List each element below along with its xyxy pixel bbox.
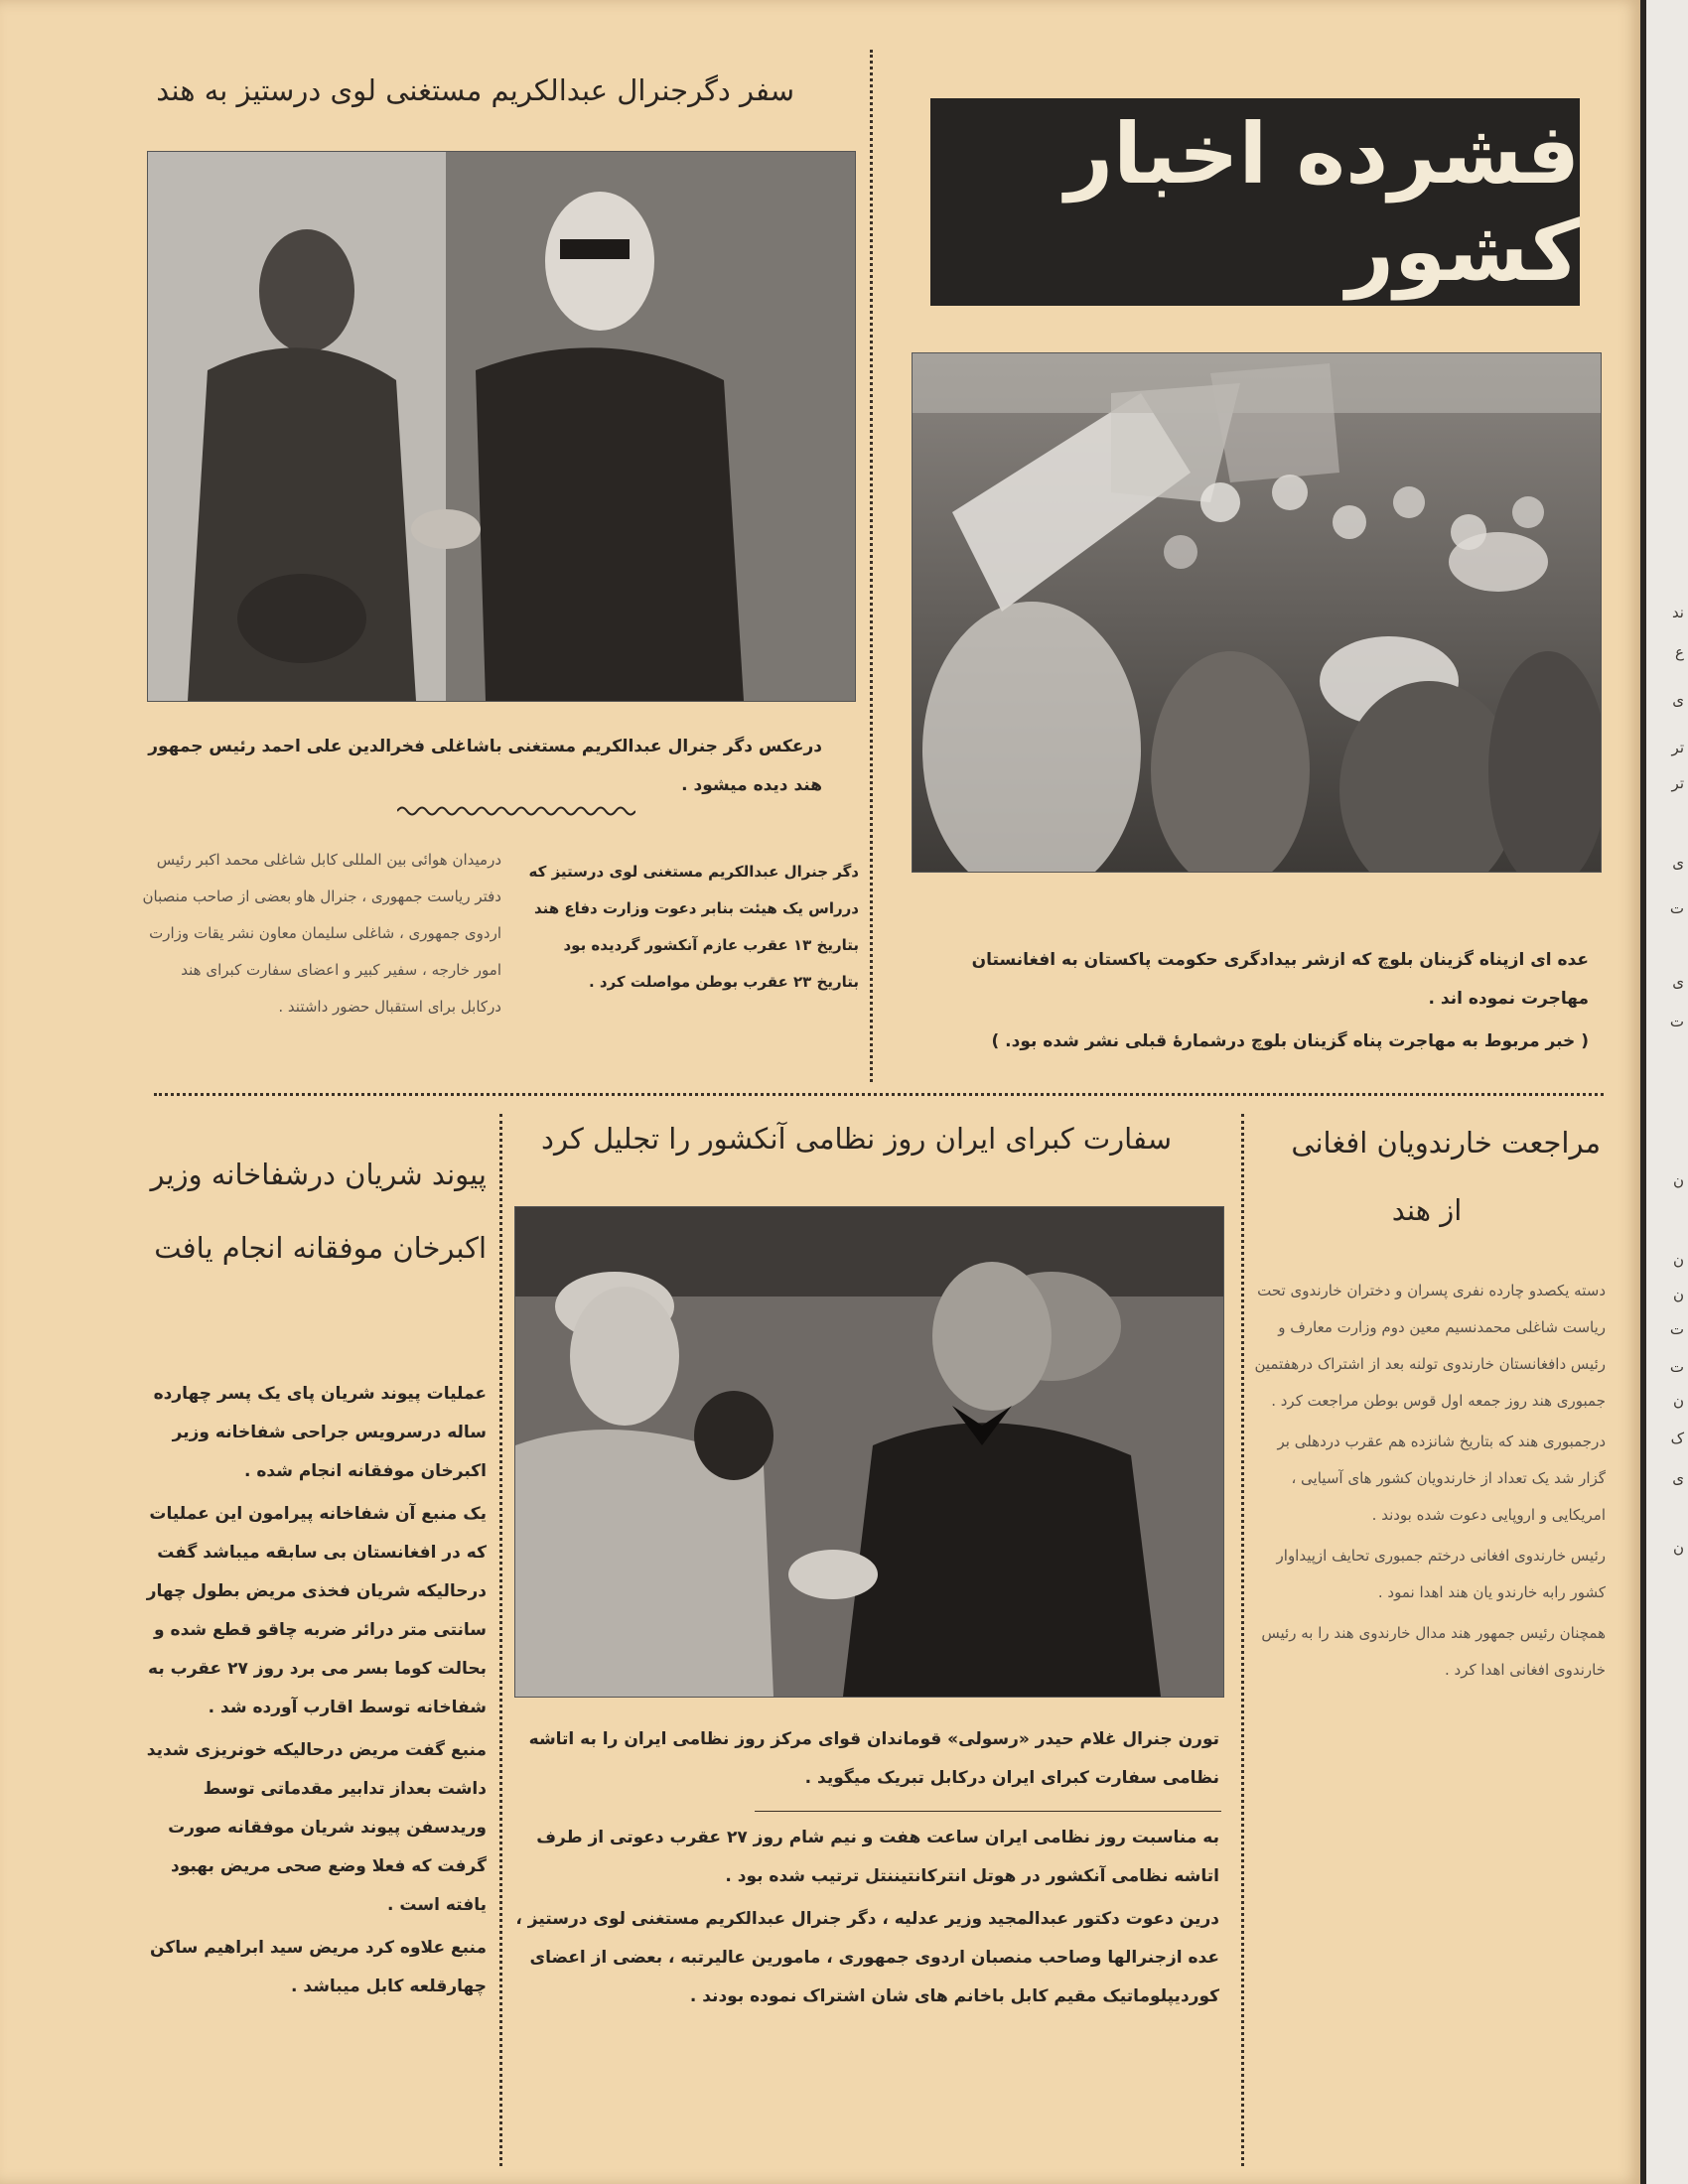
- section-divider: [154, 1093, 1604, 1096]
- refugees-photo: [912, 352, 1602, 873]
- margin-fragment: ن: [1672, 1251, 1684, 1269]
- margin-fragment: ن: [1672, 1392, 1684, 1410]
- visit-photo-caption: درعکس دگر جنرال عبدالکریم مستغنی باشاغلی فخرالدین علی احمد رئیس جمهور هند دیده میشود .: [148, 737, 822, 795]
- margin-fragment: ی: [1672, 1469, 1684, 1487]
- visit-column-left: درمیدان هوائی بین المللی کابل شاغلی محمد اکبر رئیس دفتر ریاست جمهوری ، جنرال هاو بعضی از صاحب منصبان اردوی جمهوری ، شاغلی سلیمان معاون نشر یقات وزارت امور خارجه ، سفیر کبیر و اعضای سفارت کبرای هند درکابل برای استقبال حضور داشتند .: [142, 851, 501, 1016]
- refugees-caption-note: ( خبر مربوط به مهاجرت پناه گزینان بلوچ درشمارهٔ قبلی نشر شده بود. ): [991, 1031, 1589, 1051]
- margin-fragment: ی: [1672, 973, 1684, 991]
- margin-fragment: ت: [1669, 899, 1684, 917]
- margin-fragment: تر: [1671, 774, 1684, 792]
- margin-fragment: ند: [1671, 604, 1684, 621]
- ornament-divider: [397, 804, 635, 818]
- section-banner: [930, 98, 1580, 306]
- scouts-paragraph-4: همچنان رئیس جمهور هند مدال خارندوی هند را به رئیس خارندوی افغانی اهدا کرد .: [1261, 1624, 1606, 1679]
- margin-fragment: ت: [1669, 1358, 1684, 1376]
- margin-fragment: ک: [1670, 1430, 1684, 1447]
- margin-fragment: ت: [1669, 1320, 1684, 1338]
- margin-fragment: ن: [1672, 1539, 1684, 1557]
- margin-fragment: ن: [1672, 1171, 1684, 1189]
- visit-headline: سفر دگرجنرال عبدالکریم مستغنی لوی درستیز به هند: [156, 73, 794, 107]
- embassy-paragraph-2: درین دعوت دکتور عبدالمجید وزیر عدلیه ، دگر جنرال عبدالکریم مستغنی لوی درستیز ، عده ازجنرالها وصاحب منصبان اردوی جمهوری ، مامورین عالیرتبه ، بعضی از اعضای کوردیپلوماتیک مقیم کابل باخانم های شان اشتراک نموده بودند .: [515, 1909, 1219, 2006]
- surgery-headline-2: اکبرخان موفقانه انجام یافت: [154, 1231, 487, 1265]
- embassy-headline: سفارت کبرای ایران روز نظامی آنکشور را تجلیل کرد: [541, 1122, 1172, 1156]
- margin-fragment: تر: [1671, 739, 1684, 756]
- surgery-paragraph-2: یک منبع آن شفاخانه پیرامون این عملیات که در افغانستان بی سابقه میباشد گفت درحالیکه شریان فخذی مریض بطول چهار سانتی متر درائر ضربه چاقو قطع شده و بحالت کوما بسر می برد روز ۲۷ عقرب به شفاخانه توسط اقارب آورده شد .: [146, 1504, 487, 1717]
- top-column-divider: [870, 50, 873, 1082]
- surgery-paragraph-4: منبع علاوه کرد مریض سید ابراهیم ساکن چهارقلعه کابل میباشد .: [150, 1938, 487, 1996]
- surgery-body: [144, 1375, 487, 2010]
- scouts-paragraph-1: دسته یکصدو چارده نفری پسران و دختران خارندوی تحت ریاست شاغلی محمدنسیم معین دوم وزارت معارف و رئیس دافغانستان خارندوی تولنه بعد از اشتراک درهفتمین جمبوری هند روز جمعه اول قوس بوطن مراجعت کرد .: [1254, 1282, 1606, 1410]
- adjacent-page-edge: [1640, 0, 1688, 2184]
- embassy-body: [514, 1819, 1219, 2020]
- margin-fragment: ت: [1669, 1013, 1684, 1030]
- embassy-caption-rule: [755, 1811, 1221, 1812]
- refugees-caption-bold: عده ای ازپناه گزینان بلوچ که ازشر بیدادگری حکومت پاکستان به افغانستان مهاجرت نموده اند .: [971, 950, 1589, 1009]
- embassy-paragraph-1: به مناسبت روز نظامی ایران ساعت هفت و نیم شام روز ۲۷ عقرب دعوتی از طرف اتاشه نظامی آنکشور در هوتل انترکانتیننتل ترتیب شده بود .: [536, 1828, 1219, 1886]
- surgery-headline-1: پیوند شریان درشفاخانه وزیر: [150, 1158, 487, 1191]
- bottom-divider-left: [499, 1114, 502, 2166]
- margin-fragment: ع: [1675, 643, 1684, 661]
- scouts-paragraph-3: رئیس خارندوی افغانی درختم جمبوری تحایف ازپیداوار کشور رابه خارندو یان هند اهدا نمود .: [1276, 1547, 1606, 1601]
- page-gutter: [1640, 0, 1646, 2184]
- embassy-handshake-photo: [514, 1206, 1224, 1698]
- surgery-paragraph-1: عملیات پیوند شریان پای یک پسر چهارده ساله درسرویس جراحی شفاخانه وزیر اکبرخان موفقانه انجام شده .: [153, 1384, 487, 1481]
- embassy-caption: تورن جنرال غلام حیدر «رسولی» قوماندان قوای مرکز روز نظامی ایران را به اتاشه نظامی سفارت کبرای ایران درکابل تبریک میگوید .: [528, 1729, 1219, 1788]
- banner-title: فشرده اخبار کشور: [1064, 104, 1580, 300]
- visit-column-right: دگر جنرال عبدالکریم مستغنی لوی درستیز که درراس یک هیئت بنابر دعوت وزارت دفاع هند بتاریخ ۱۳ عقرب عازم آنکشور گردیده بود بتاریخ ۲۳ عقرب بوطن مواصلت کرد .: [528, 863, 859, 991]
- handshake-photo-india: [147, 151, 856, 702]
- scouts-headline-2: از هند: [1391, 1193, 1463, 1227]
- surgery-paragraph-3: منبع گفت مریض درحالیکه خونریزی شدید داشت بعداز تدابیر مقدماتی توسط وریدسفن پیوند شریان موفقانه صورت گرفت که فعلا وضع صحی مریض بهبود یافته است .: [146, 1740, 487, 1915]
- margin-fragment: ن: [1672, 1286, 1684, 1303]
- scouts-headline-1: مراجعت خارندویان افغانی: [1291, 1126, 1601, 1160]
- margin-fragment: ی: [1672, 691, 1684, 709]
- bottom-divider-right: [1241, 1114, 1244, 2166]
- refugees-caption: [904, 941, 1589, 1065]
- scouts-paragraph-2: درجمبوری هند که بتاریخ شانزده هم عقرب دردهلی بر گزار شد یک تعداد از خارندویان کشور های آسیایی ، امریکایی و اروپایی دعوت شده بودند .: [1277, 1433, 1606, 1524]
- scouts-body: [1253, 1273, 1606, 1693]
- margin-fragment: ی: [1672, 854, 1684, 872]
